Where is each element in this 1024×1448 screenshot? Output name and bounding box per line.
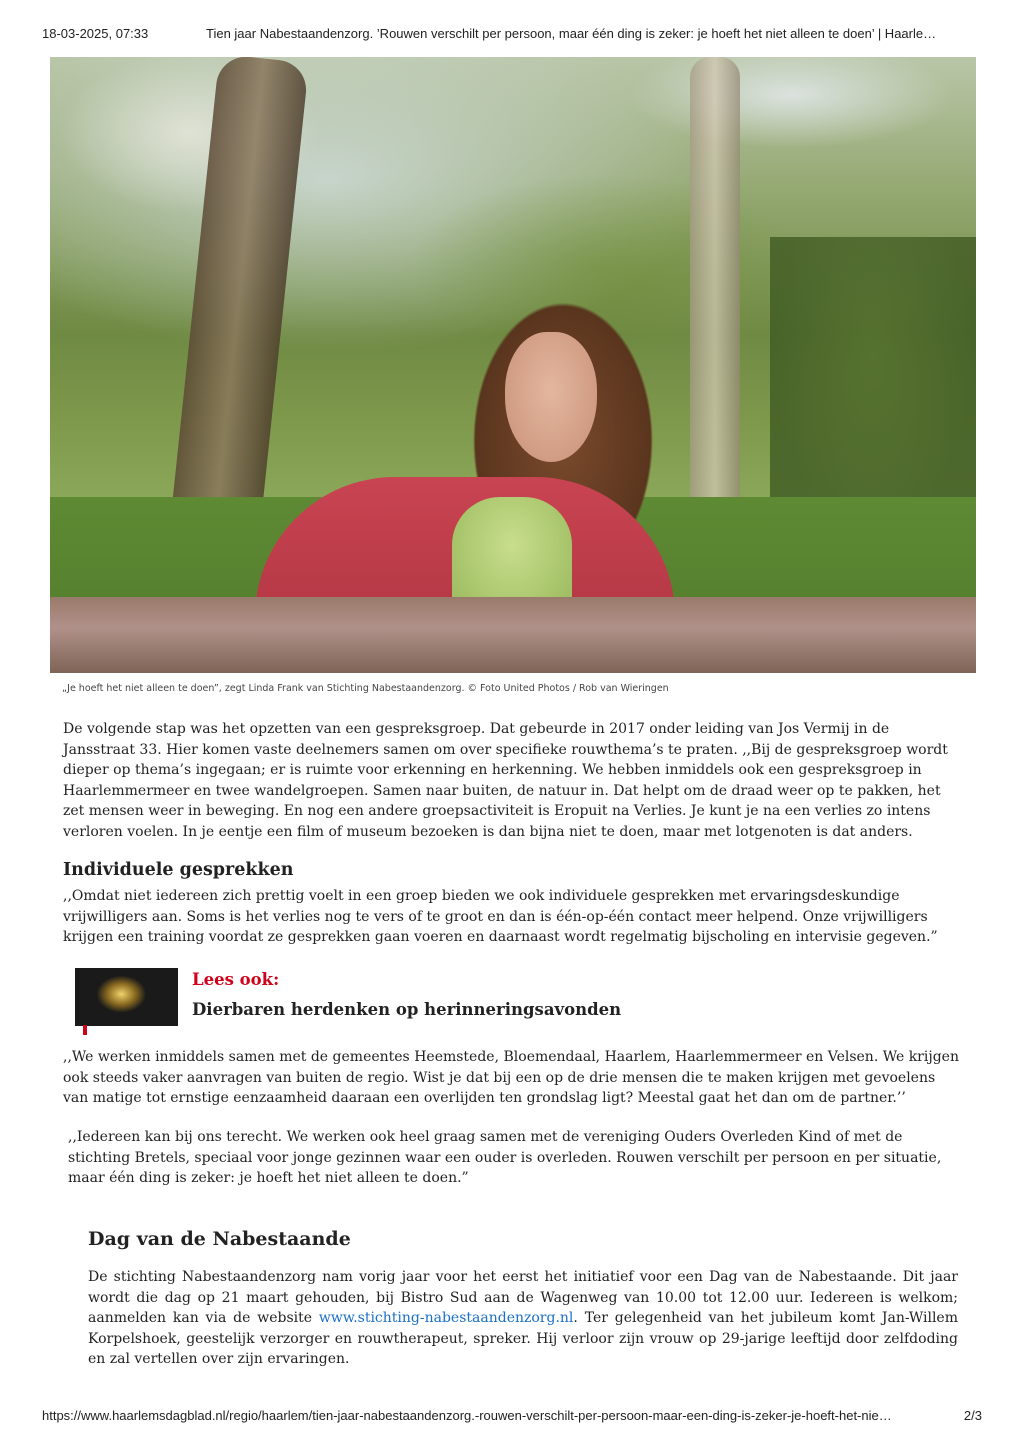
infobox-text xyxy=(88,1267,958,1370)
read-also-block[interactable] xyxy=(75,968,955,1036)
read-also-label: Lees ook: xyxy=(192,970,280,989)
infobox-heading: Dag van de Nabestaande xyxy=(88,1228,351,1250)
print-url: https://www.haarlemsdagblad.nl/regio/haarlem/tien-jaar-nabestaandenzorg.-rouwen-verschilt-per-persoon-maar-een-ding-is-zeker-je-hoeft-het-nie… xyxy=(42,1408,892,1423)
infobox-text-start: De stichting Nabestaandenzorg nam vorig jaar voor het eerst het initiatief voor een Dag van de Nabestaande. Dit jaar wordt die dag op 21 maart gehouden, bij Bistro Sud aan de Wagenweg van 10.00 tot 12.00 uur. Iedereen is welkom; aanmelden kan via de website xyxy=(88,1269,958,1327)
article-photo xyxy=(50,57,976,673)
article-paragraph: ,,We werken inmiddels samen met de gemeentes Heemstede, Bloemendaal, Haarlem, Haarlemmermeer en Velsen. We krijgen ook steeds vaker aanvragen van buiten de regio. Wist je dat bij een op de drie mensen die te maken krijgen met gevoelens van matige tot ernstige eenzaamheid daaraan een overlijden ten grondslag ligt? Meestal gaat het dan om de partner.’’ xyxy=(63,1049,959,1107)
accent-marker xyxy=(83,1025,87,1035)
read-also-link[interactable]: Dierbaren herdenken op herinneringsavonden xyxy=(192,1000,622,1019)
website-link[interactable]: www.stichting-nabestaandenzorg.nl xyxy=(318,1310,574,1327)
photo-caption: „Je hoeft het niet alleen te doen”, zegt Linda Frank van Stichting Nabestaandenzorg. © Foto United Photos / Rob van Wieringen xyxy=(62,683,669,694)
print-footer xyxy=(42,1408,982,1423)
page-number: 2/3 xyxy=(963,1408,982,1423)
print-document-title: Tien jaar Nabestaandenzorg. ’Rouwen verschilt per persoon, maar één ding is zeker: je hoeft het niet alleen te doen’ | Haarle… xyxy=(206,26,937,41)
article-paragraph: ,,Iedereen kan bij ons terecht. We werken ook heel graag samen met de vereniging Ouders Overleden Kind of met de stichting Bretels, speciaal voor jonge gezinnen waar een ouder is overleden. Rouwen verschilt per persoon en per situatie, maar één ding is zeker: je hoeft het niet alleen te doen.” xyxy=(68,1129,942,1187)
section-heading: Individuele gesprekken xyxy=(63,860,294,880)
infobox-text-end: . Ter gelegenheid van het jubileum komt Jan-Willem Korpelshoek, geestelijk verzorger en rouwtherapeut, spreker. Hij verloor zijn vrouw op 29-jarige leeftijd door zelfdoding en zal vertellen over zijn ervaringen. xyxy=(88,1310,958,1368)
read-also-thumbnail[interactable] xyxy=(75,968,178,1026)
print-date: 18-03-2025, 07:33 xyxy=(42,26,149,41)
article-paragraph: ,,Omdat niet iedereen zich prettig voelt in een groep bieden we ook individuele gesprekken met ervaringsdeskundige vrijwilligers aan. Soms is het verlies nog te vers of te groot en dan is één-op-één contact meer helpend. Onze vrijwilligers krijgen een training voordat ze gesprekken gaan voeren en daarnaast wordt regelmatig bijscholing en intervisie gegeven.” xyxy=(63,888,938,946)
print-header xyxy=(42,26,982,41)
article-paragraph: De volgende stap was het opzetten van een gespreksgroep. Dat gebeurde in 2017 onder leiding van Jos Vermij in de Jansstraat 33. Hier komen vaste deelnemers samen om over specifieke rouwthema’s te praten. ,,Bij de gespreksgroep wordt dieper op thema’s ingegaan; er is ruimte voor erkenning en herkenning. We hebben inmiddels ook een gespreksgroep in Haarlemmermeer en twee wandelgroepen. Samen naar buiten, de natuur in. Dat helpt om de draad weer op te pakken, het zet mensen weer in beweging. En nog een andere groepsactiviteit is Eropuit na Verlies. Je kunt je na een verlies zo intens verloren voelen. In je eentje een film of museum bezoeken is dan bijna niet te doen, maar met lotgenoten is dat anders. xyxy=(63,721,948,840)
